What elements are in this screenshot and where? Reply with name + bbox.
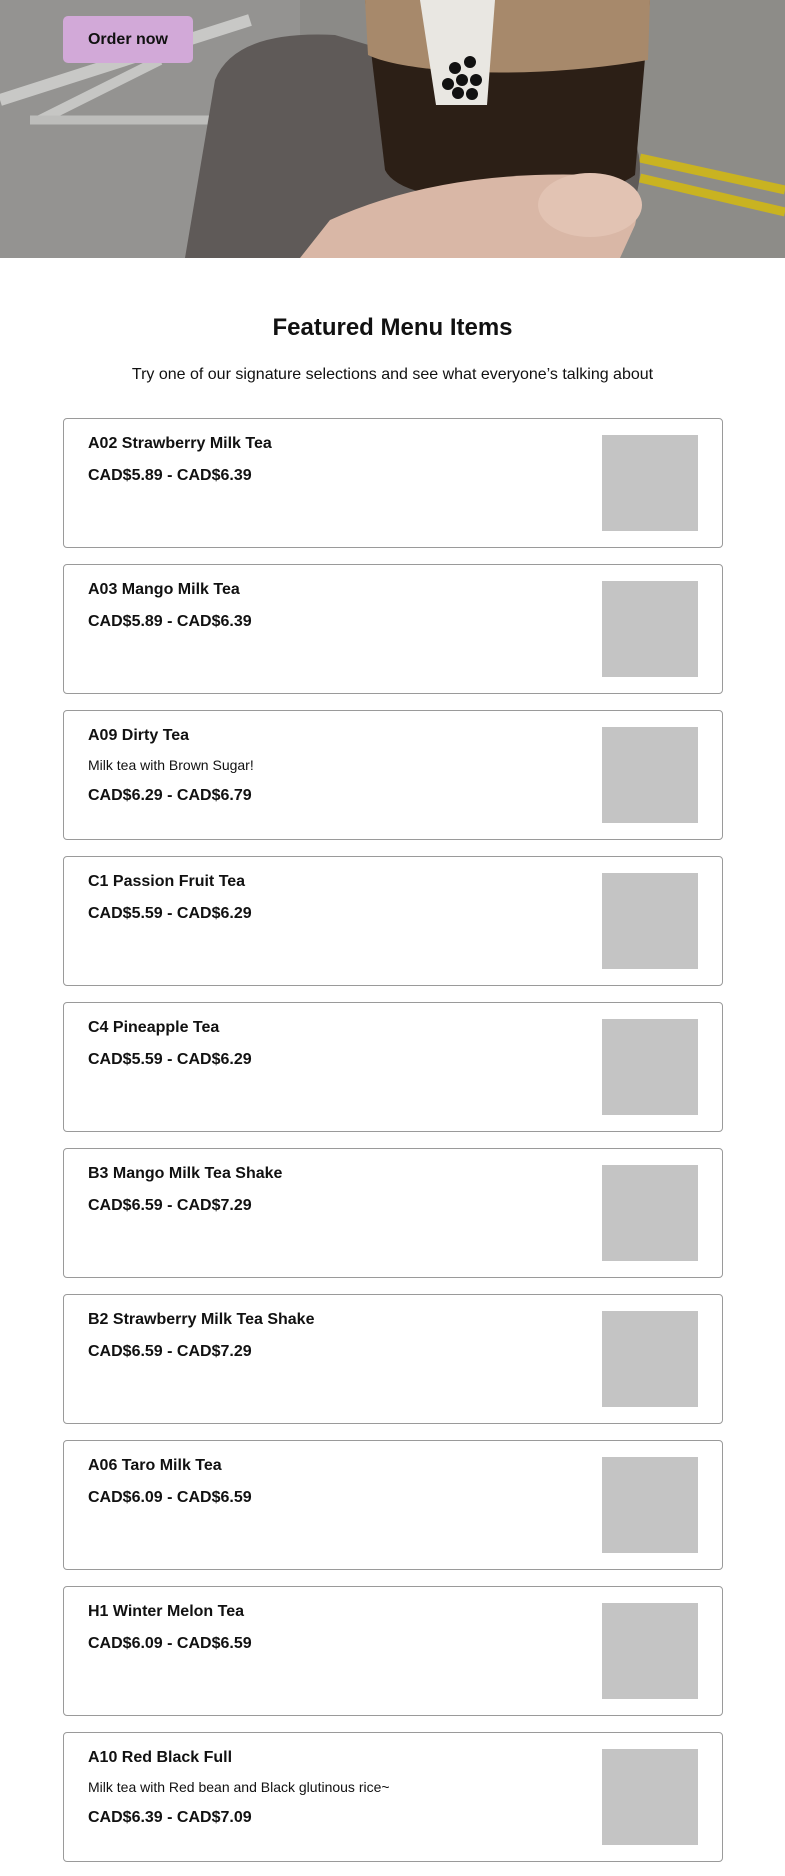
menu-item-image xyxy=(602,1603,698,1699)
menu-item-price: CAD$6.09 - CAD$6.59 xyxy=(88,1635,252,1652)
menu-item-name: B3 Mango Milk Tea Shake xyxy=(88,1165,283,1182)
menu-item-card[interactable] xyxy=(63,1586,723,1716)
menu-item-card[interactable] xyxy=(63,710,723,840)
featured-title: Featured Menu Items xyxy=(272,314,513,341)
menu-item-card[interactable] xyxy=(63,1294,723,1424)
menu-item-list xyxy=(0,418,785,1862)
menu-item-info xyxy=(88,433,568,487)
menu-item-info xyxy=(88,1747,568,1829)
menu-item-price: CAD$6.09 - CAD$6.59 xyxy=(88,1489,252,1506)
menu-item-image xyxy=(602,873,698,969)
menu-item-info xyxy=(88,725,568,807)
menu-item-image xyxy=(602,1311,698,1407)
menu-item-info xyxy=(88,1601,568,1655)
menu-item-image xyxy=(602,1165,698,1261)
menu-item-card[interactable] xyxy=(63,1732,723,1862)
menu-item-price: CAD$6.39 - CAD$7.09 xyxy=(88,1809,252,1826)
menu-item-info xyxy=(88,1163,568,1217)
menu-item-name: A09 Dirty Tea xyxy=(88,727,190,744)
menu-item-info xyxy=(88,1455,568,1509)
menu-item-price: CAD$6.59 - CAD$7.29 xyxy=(88,1197,252,1214)
menu-item-image xyxy=(602,1019,698,1115)
menu-item-description: Milk tea with Brown Sugar! xyxy=(88,757,254,773)
menu-item-name: A06 Taro Milk Tea xyxy=(88,1457,222,1474)
menu-item-image xyxy=(602,581,698,677)
menu-item-name: A02 Strawberry Milk Tea xyxy=(88,435,272,452)
menu-item-name: B2 Strawberry Milk Tea Shake xyxy=(88,1311,315,1328)
menu-item-name: A10 Red Black Full xyxy=(88,1749,233,1766)
menu-item-description: Milk tea with Red bean and Black glutinous rice~ xyxy=(88,1779,390,1795)
menu-item-card[interactable] xyxy=(63,564,723,694)
menu-item-card[interactable] xyxy=(63,856,723,986)
menu-item-price: CAD$5.89 - CAD$6.39 xyxy=(88,613,252,630)
menu-item-price: CAD$6.29 - CAD$6.79 xyxy=(88,787,252,804)
menu-item-price: CAD$5.89 - CAD$6.39 xyxy=(88,467,252,484)
menu-item-price: CAD$5.59 - CAD$6.29 xyxy=(88,905,252,922)
menu-item-name: A03 Mango Milk Tea xyxy=(88,581,240,598)
menu-item-name: H1 Winter Melon Tea xyxy=(88,1603,245,1620)
menu-item-card[interactable] xyxy=(63,1440,723,1570)
menu-item-info xyxy=(88,871,568,925)
menu-item-card[interactable] xyxy=(63,1002,723,1132)
menu-item-card[interactable] xyxy=(63,1148,723,1278)
menu-item-name: C4 Pineapple Tea xyxy=(88,1019,220,1036)
menu-item-info xyxy=(88,1309,568,1363)
order-now-button[interactable]: Order now xyxy=(63,16,193,63)
menu-item-name: C1 Passion Fruit Tea xyxy=(88,873,246,890)
menu-item-price: CAD$6.59 - CAD$7.29 xyxy=(88,1343,252,1360)
menu-item-card[interactable] xyxy=(63,418,723,548)
menu-item-info xyxy=(88,1017,568,1071)
menu-item-image xyxy=(602,1749,698,1845)
menu-item-image xyxy=(602,435,698,531)
menu-item-image xyxy=(602,1457,698,1553)
featured-subtitle: Try one of our signature selections and see what everyone’s talking about xyxy=(131,366,654,383)
menu-item-image xyxy=(602,727,698,823)
featured-menu-section xyxy=(0,258,785,1862)
menu-item-price: CAD$5.59 - CAD$6.29 xyxy=(88,1051,252,1068)
menu-item-info xyxy=(88,579,568,633)
hero-banner xyxy=(0,0,785,258)
